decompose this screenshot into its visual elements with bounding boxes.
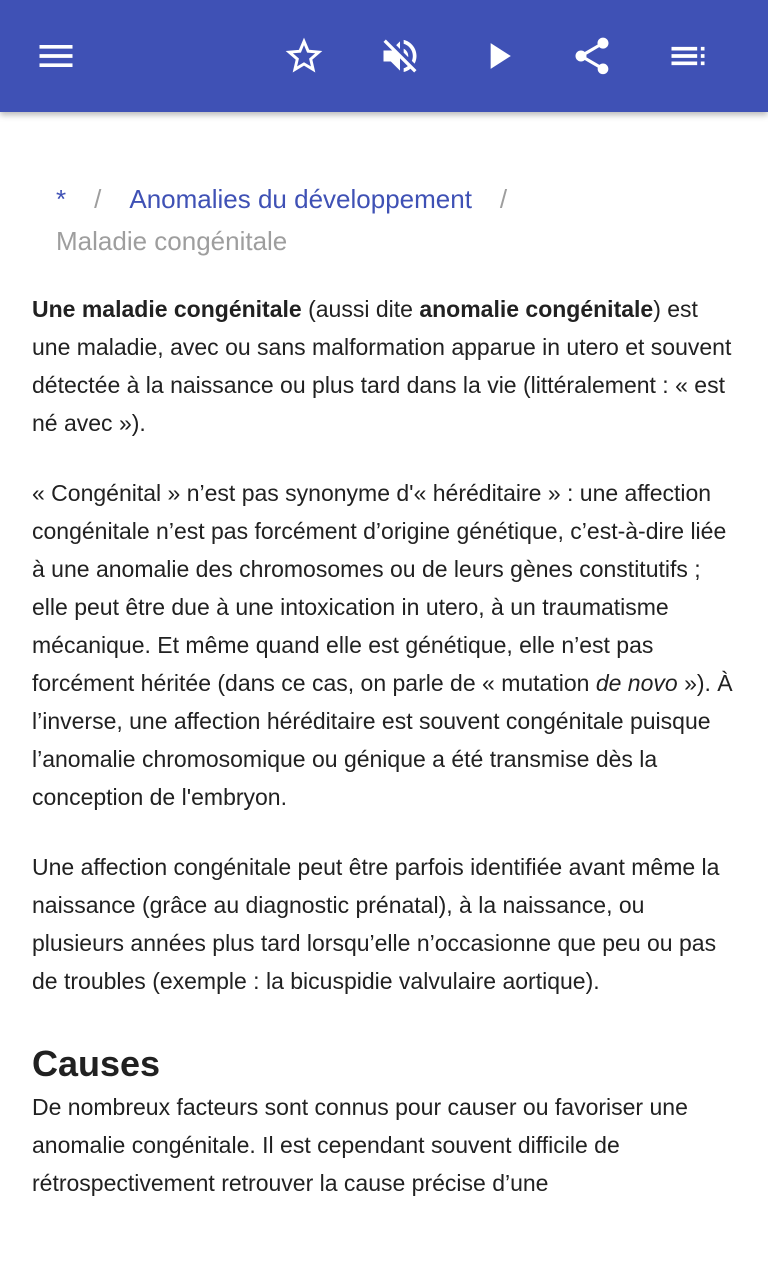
breadcrumb-parent-link[interactable]: Anomalies du développement [129,184,472,214]
term-maladie-congenitale: Une maladie congénitale [32,296,302,322]
breadcrumb-home-link[interactable]: * [56,184,67,214]
intro-paragraph [32,290,736,442]
term-anomalie-congenitale: anomalie congénitale [419,296,654,322]
top-app-bar [0,0,768,112]
breadcrumb-separator: / [94,184,102,214]
paragraph-text: ) est une maladie, avec ou sans malformation apparue in utero et souvent détectée à la naissance ou plus tard dans la vie (littéralement : « est né avec »). [32,296,732,436]
article-content [32,112,736,1202]
paragraph-text: (aussi dite [301,296,420,322]
congenital-vs-hereditary-paragraph [32,474,736,816]
identification-paragraph: Une affection congénitale peut être parfois identifiée avant même la naissance (grâce au diagnostic prénatal), à la naissance, ou plusieurs années plus tard lorsqu’elle n’occasionne que peu ou pas de troubles (exemple : la bicuspidie valvulaire aortique). [32,854,720,994]
italic-de-novo: de novo [595,670,678,696]
section-heading-causes: Causes [32,1043,161,1084]
paragraph-text: »). À l’inverse, une affection héréditaire est souvent congénitale puisque l’anomalie chromosomique ou génique a été transmise dès la conception de l'embryon. [32,670,733,810]
breadcrumb [32,178,736,262]
breadcrumb-separator: / [499,184,508,214]
paragraph-text: « Congénital » n’est pas synonyme d'« héréditaire » : une affection congénitale n’est pas forcément d’origine génétique, c’est-à-dire liée à une anomalie des chromosomes ou de leurs gènes constitutifs ; elle peut être due à une intoxication in utero, à un traumatisme mécanique. Et même quand elle est génétique, elle n’est pas forcément héritée (dans ce cas, on parle de « mutation [32,480,727,696]
star-icon[interactable] [276,28,332,84]
causes-paragraph: De nombreux facteurs sont connus pour causer ou favoriser une anomalie congénitale. Il est cependant souvent difficile de rétrospectivement retrouver la cause précise d’une [32,1094,688,1196]
volume-off-icon[interactable] [372,28,428,84]
share-icon[interactable] [564,28,620,84]
menu-icon[interactable] [28,28,84,84]
toc-icon[interactable] [660,28,716,84]
breadcrumb-current: Maladie congénitale [56,226,288,256]
play-icon[interactable] [470,28,526,84]
